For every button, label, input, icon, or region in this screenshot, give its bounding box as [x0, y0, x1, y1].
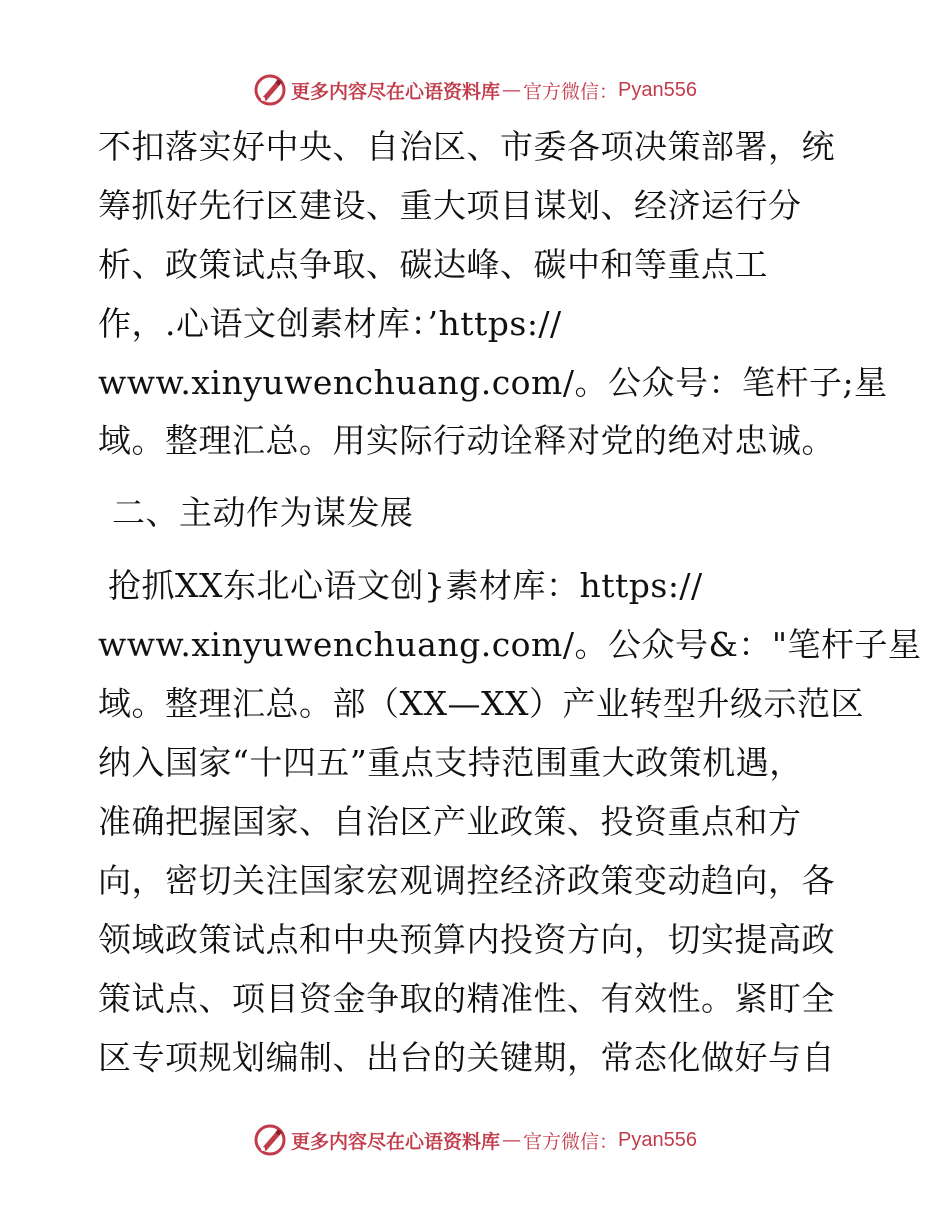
- pen-logo-icon: [253, 1123, 287, 1157]
- footer-banner: [0, 1120, 950, 1160]
- section-heading: 二、主动作为谋发展: [112, 493, 414, 532]
- body-line: 不扣落实好中央、自治区、市委各项决策部署，统: [98, 127, 835, 166]
- body-line: 析、政策试点争取、碳达峰、碳中和等重点工: [98, 245, 768, 284]
- body-line: 纳入国家“十四五”重点支持范围重大政策机遇，: [98, 743, 803, 782]
- footer-dash: —: [502, 1129, 522, 1151]
- body-line: www.xinyuwenchuang.com/。公众号：笔杆子;星: [98, 363, 888, 402]
- footer-site-text: 更多内容尽在心语资料库: [291, 1130, 501, 1153]
- body-line: 策试点、项目资金争取的精准性、有效性。紧盯全: [98, 979, 835, 1018]
- header-wechat-id: Pyan556: [618, 78, 697, 101]
- body-line: 筹抓好先行区建设、重大项目谋划、经济运行分: [98, 186, 802, 225]
- body-line: 领域政策试点和中央预算内投资方向，切实提高政: [98, 920, 835, 959]
- body-line: www.xinyuwenchuang.com/。公众号&："笔杆子星: [98, 625, 922, 664]
- header-banner: [0, 70, 950, 110]
- header-site-text: 更多内容尽在心语资料库: [291, 80, 501, 103]
- header-wechat-label: 官方微信：: [523, 80, 619, 103]
- body-line: 准确把握国家、自治区产业政策、投资重点和方: [98, 802, 802, 841]
- footer-wechat-id: Pyan556: [618, 1128, 697, 1151]
- footer-wechat-label: 官方微信：: [523, 1130, 619, 1153]
- body-line: 域。整理汇总。部（XX—XX）产业转型升级示范区: [98, 684, 864, 723]
- body-line: 作，.心语文创素材库：’https://: [98, 304, 562, 343]
- header-dash: —: [502, 79, 522, 101]
- body-line: 区专项规划编制、出台的关键期，常态化做好与自: [98, 1038, 835, 1077]
- body-line: 域。整理汇总。用实际行动诠释对党的绝对忠诚。: [98, 421, 835, 460]
- body-line: 抢抓XX东北心语文创}素材库：https://: [108, 566, 703, 605]
- body-line: 向，密切关注国家宏观调控经济政策变动趋向，各: [98, 861, 835, 900]
- pen-logo-icon: [253, 73, 287, 107]
